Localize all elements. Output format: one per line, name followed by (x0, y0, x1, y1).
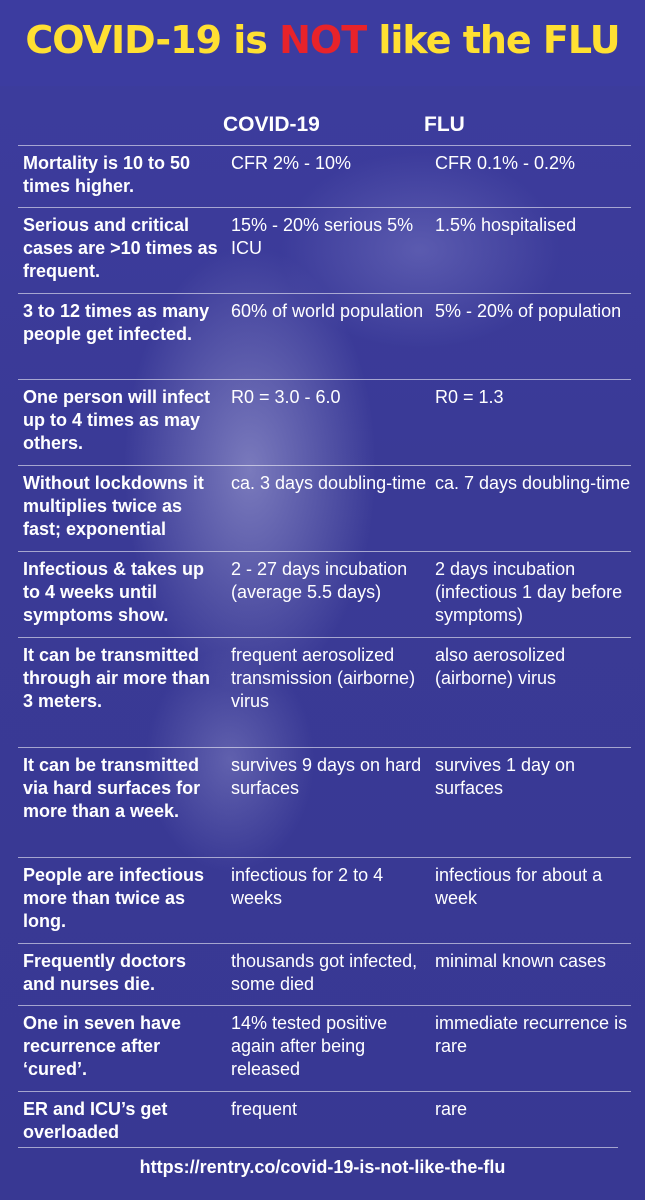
row-claim: Infectious & takes up to 4 weeks until symptoms show. (23, 559, 205, 625)
row-claim: One person will infect up to 4 times as may others. (23, 387, 211, 453)
row-flu-value: immediate recurrence is rare (435, 1013, 628, 1056)
title-part-2: like the FLU (366, 18, 620, 62)
row-covid-value: ca. 3 days doubling-time (231, 473, 427, 493)
row-covid-value: CFR 2% - 10% (231, 153, 352, 173)
table-row (18, 638, 631, 748)
table-row (18, 1092, 631, 1154)
row-flu-value: 2 days incubation (infectious 1 day before symptoms) (435, 559, 623, 625)
column-header-flu: FLU (424, 113, 465, 136)
row-claim: It can be transmitted via hard surfaces for more than a week. (23, 755, 201, 821)
row-claim: It can be transmitted through air more than 3 meters. (23, 645, 211, 711)
row-claim: People are infectious more than twice as long. (23, 865, 205, 931)
row-claim: ER and ICU’s get overloaded (23, 1099, 168, 1142)
table-row (18, 858, 631, 944)
title-part-1: COVID-19 is (25, 18, 280, 62)
row-claim: 3 to 12 times as many people get infected. (23, 301, 210, 344)
row-flu-value: rare (435, 1099, 468, 1119)
table-row (18, 294, 631, 380)
source-url: https://rentry.co/covid-19-is-not-like-the-flu (139, 1157, 506, 1177)
row-covid-value: frequent aerosolized transmission (airborne) virus (231, 645, 416, 711)
row-claim: Without lockdowns it multiplies twice as fast; exponential (23, 473, 204, 539)
row-covid-value: R0 = 3.0 - 6.0 (231, 387, 341, 407)
row-flu-value: survives 1 day on surfaces (435, 755, 576, 798)
row-covid-value: survives 9 days on hard surfaces (231, 755, 422, 798)
table-row (18, 146, 631, 208)
table-row (18, 748, 631, 858)
row-covid-value: infectious for 2 to 4 weeks (231, 865, 384, 908)
row-flu-value: also aerosolized (airborne) virus (435, 645, 566, 688)
row-flu-value: 5% - 20% of population (435, 301, 622, 321)
comparison-table (18, 145, 631, 1154)
row-covid-value: thousands got infected, some died (231, 951, 418, 994)
table-row (18, 552, 631, 638)
row-flu-value: R0 = 1.3 (435, 387, 504, 407)
row-flu-value: ca. 7 days doubling-time (435, 473, 631, 493)
row-claim: One in seven have recurrence after ‘cured’. (23, 1013, 182, 1079)
table-row (18, 944, 631, 1006)
table-row (18, 208, 631, 294)
title-highlight: NOT (279, 18, 367, 62)
table-row (18, 1006, 631, 1092)
table-row (18, 466, 631, 552)
row-flu-value: infectious for about a week (435, 865, 603, 908)
row-claim: Mortality is 10 to 50 times higher. (23, 153, 191, 196)
row-covid-value: frequent (231, 1099, 298, 1119)
row-flu-value: CFR 0.1% - 0.2% (435, 153, 576, 173)
row-covid-value: 60% of world population (231, 301, 424, 321)
footer-divider (18, 1147, 618, 1148)
page-title (0, 18, 645, 62)
row-claim: Frequently doctors and nurses die. (23, 951, 187, 994)
row-flu-value: minimal known cases (435, 951, 607, 971)
row-claim: Serious and critical cases are >10 times as frequent. (23, 215, 218, 281)
column-header-covid: COVID-19 (223, 113, 320, 136)
table-row (18, 380, 631, 466)
row-covid-value: 15% - 20% serious 5% ICU (231, 215, 414, 258)
row-flu-value: 1.5% hospitalised (435, 215, 577, 235)
row-covid-value: 14% tested positive again after being released (231, 1013, 388, 1079)
row-covid-value: 2 - 27 days incubation (average 5.5 days) (231, 559, 408, 602)
